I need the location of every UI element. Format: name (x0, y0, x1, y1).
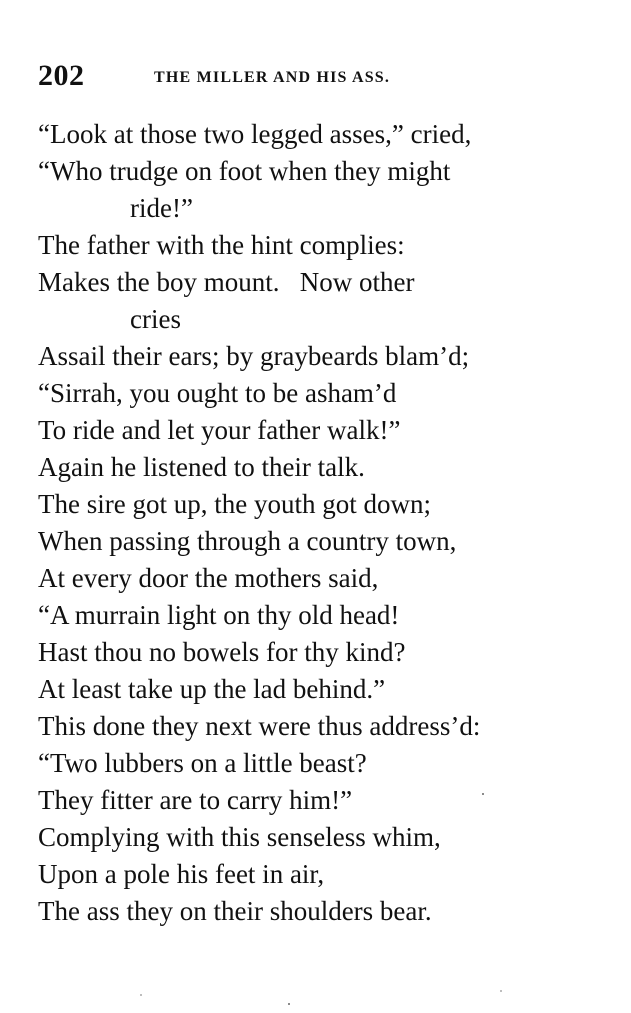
poem-line: At every door the mothers said, (38, 563, 379, 593)
print-speck (140, 994, 142, 996)
poem-line: The ass they on their shoulders bear. (38, 896, 432, 926)
poem-line: The father with the hint complies: (38, 230, 405, 260)
poem-line: “Two lubbers on a little beast? (38, 748, 367, 778)
print-speck (500, 990, 502, 992)
page-number: 202 (38, 59, 85, 92)
print-speck (288, 1003, 290, 1005)
poem-line: Upon a pole his feet in air, (38, 859, 325, 889)
poem-line: This done they next were thus address’d: (38, 711, 481, 741)
poem-text (38, 116, 598, 930)
poem-line: Makes the boy mount. Now other (38, 267, 415, 297)
poem-line: “Who trudge on foot when they might (38, 156, 451, 186)
print-speck (482, 793, 484, 795)
poem-line: “Sirrah, you ought to be asham’d (38, 378, 397, 408)
poem-line: Complying with this senseless whim, (38, 822, 441, 852)
poem-line: To ride and let your father walk!” (38, 415, 401, 445)
running-title: THE MILLER AND HIS ASS. (154, 69, 391, 86)
poem-line: The sire got up, the youth got down; (38, 489, 431, 519)
poem-line: Again he listened to their talk. (38, 452, 365, 482)
poem-line: They fitter are to carry him!” (38, 785, 353, 815)
poem-line: “Look at those two legged asses,” cried, (38, 119, 472, 149)
poem-line: When passing through a country town, (38, 526, 457, 556)
poem-line: “A murrain light on thy old head! (38, 600, 400, 630)
page-header (38, 58, 598, 98)
poem-line-turnover: cries (130, 304, 181, 334)
poem-line: Hast thou no bowels for thy kind? (38, 637, 406, 667)
poem-line-turnover: ride!” (130, 193, 193, 223)
poem-line: At least take up the lad behind.” (38, 674, 386, 704)
poem-line: Assail their ears; by graybeards blam’d; (38, 341, 470, 371)
